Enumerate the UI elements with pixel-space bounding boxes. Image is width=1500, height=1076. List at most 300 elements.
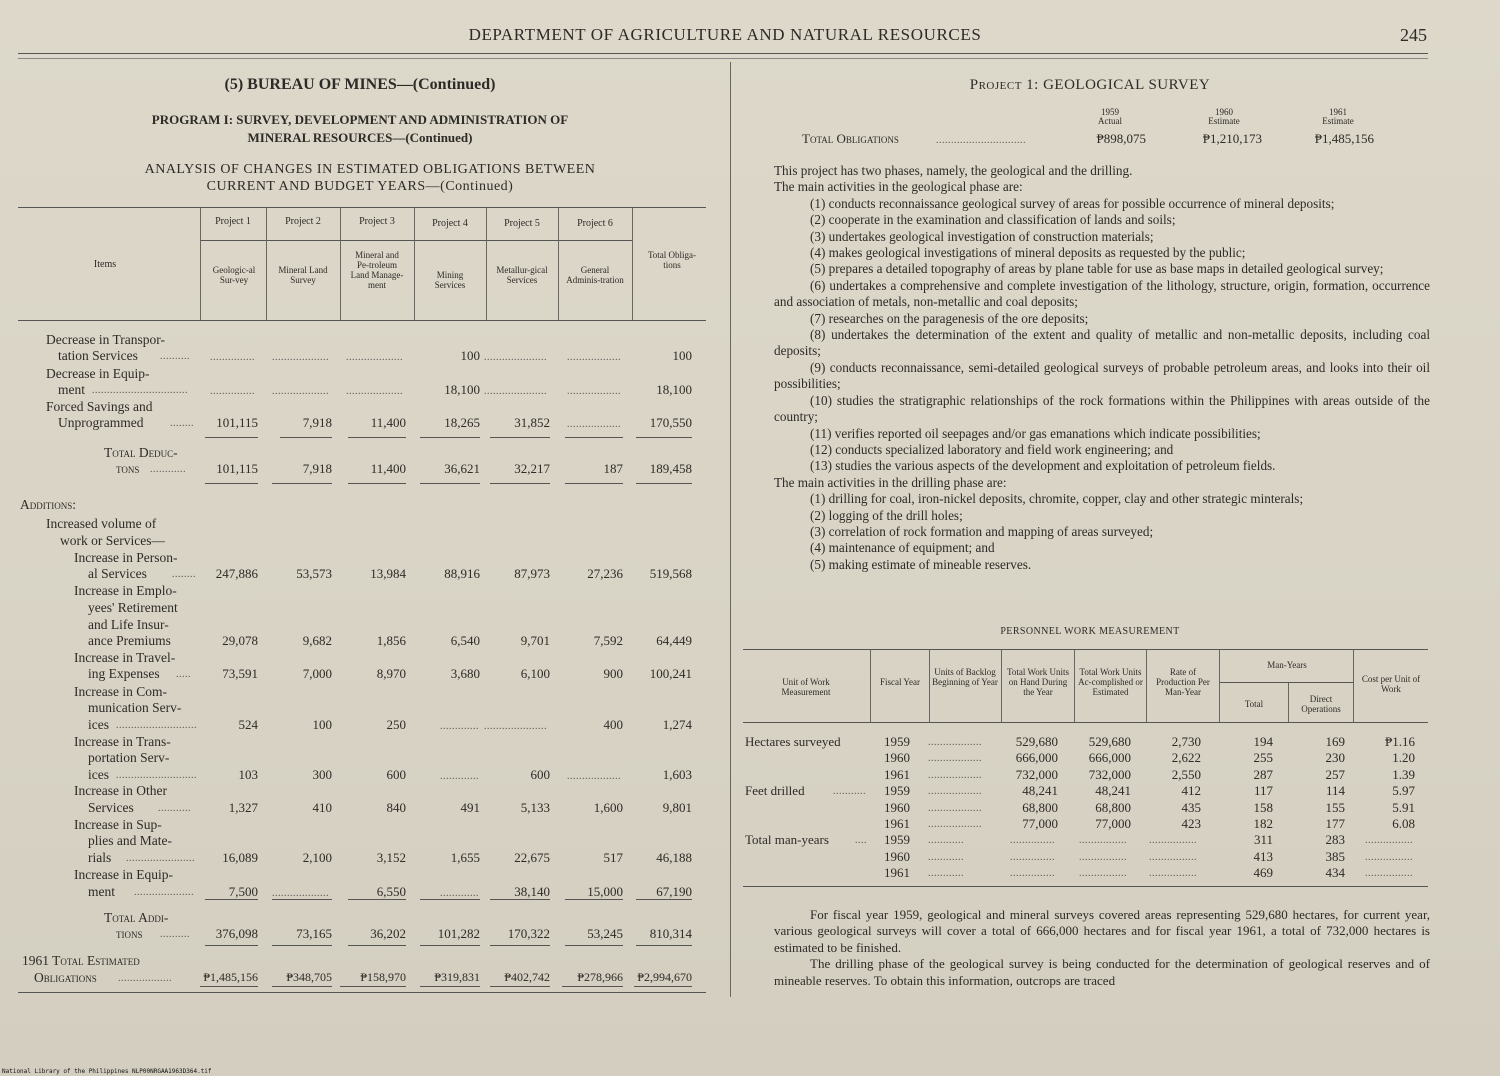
table-cell: 36,202 [370, 926, 406, 941]
subtotal-rule [490, 986, 550, 987]
pwm-empty-cell: .................. [928, 802, 982, 814]
pwm-empty-cell: ................ [1079, 835, 1127, 847]
program-title-line2: MINERAL RESOURCES—(Continued) [247, 130, 473, 145]
pwm-cell-rate: 2,550 [1171, 766, 1201, 782]
row-label: Increase in Equip- [74, 867, 173, 882]
activity-item: (6) undertakes a comprehensive and complete investigation of the lithology, structure, origin, formation, occurrence and association of metals, non-metallic and coal deposits; [774, 277, 1430, 310]
pwm-cell-acc: 48,241 [1095, 783, 1131, 799]
pwm-cell-year: 1961 [884, 766, 910, 782]
table-cell: 100 [460, 348, 480, 363]
activity-item: (12) conducts specialized laboratory and field work engineering; and [810, 441, 1174, 457]
activity-item: (3) correlation of rock formation and mapping of areas surveyed; [810, 523, 1154, 539]
pwm-cell-acc: 529,680 [1088, 734, 1131, 749]
table-cell: 1,274 [662, 717, 692, 732]
table-cell: 101,282 [437, 926, 480, 941]
pwm-cell-direct: 434 [1325, 865, 1345, 881]
pwm-total-work-header: Total Work Units on Hand During the Year [1007, 667, 1069, 697]
row-label: ing Expenses [88, 666, 160, 681]
table-cell: ............... [210, 386, 255, 397]
table-cell: 29,078 [222, 633, 258, 648]
table-cell: 189,458 [649, 461, 692, 476]
pwm-cell-direct: 230 [1325, 750, 1345, 766]
subtotal-rule [636, 899, 692, 900]
project-1-name: Geologic-al Sur-vey [212, 265, 256, 285]
table-cell: 11,400 [370, 415, 406, 430]
subtotal-rule [272, 945, 332, 946]
table-cell: ............. [440, 888, 479, 899]
table-cell: 73,591 [222, 666, 258, 681]
table-cell: ..................... [484, 721, 547, 732]
pwm-cell-onhand: 666,000 [1015, 750, 1058, 766]
pwm-empty-cell: ................ [1079, 851, 1127, 863]
pwm-fiscal-header: Fiscal Year [880, 677, 920, 687]
table-cell: 300 [312, 767, 332, 782]
subtotal-rule [565, 899, 623, 900]
table-cell: 524 [238, 717, 258, 732]
year-1961: 1961 [1329, 107, 1347, 117]
closing-paragraph-2: The drilling phase of the geological survey is being conducted for the determination of geological reserves and of mineable reserves. To obtain this information, outcrops are traced [774, 956, 1430, 988]
pwm-cell-cost: 5.97 [1392, 783, 1415, 799]
table-cell: .................. [567, 352, 621, 363]
subtotal-rule [348, 945, 406, 946]
activity-item: (4) makes geological investigations of mineral deposits as requested by the public; [810, 245, 1246, 261]
table-cell: 400 [603, 717, 623, 732]
kind-estimate: Estimate [1322, 116, 1354, 126]
table-cell: ₱319,831 [434, 970, 480, 984]
table-cell: 18,100 [656, 382, 692, 397]
row-label: Decrease in Transpor- [46, 332, 165, 347]
activity-item: (2) logging of the drill holes; [810, 507, 963, 523]
pwm-cell-direct: 385 [1325, 848, 1345, 864]
table-cell: 7,000 [302, 666, 332, 681]
pwm-empty-cell: .................. [928, 769, 982, 781]
project-3-header: Project 3 [359, 216, 395, 227]
row-label: rials [88, 850, 112, 865]
row-label: Forced Savings and [46, 399, 153, 414]
activity-item: (10) studies the stratigraphic relationships of the rock formations within the Philippines with areas outside of the country; [774, 392, 1430, 425]
table-cell: 1,327 [228, 800, 258, 815]
additions-label: Additions: [20, 497, 76, 512]
row-label: ices [88, 717, 109, 732]
table-cell: ............... [210, 352, 255, 363]
row-label: Services [88, 800, 134, 815]
table-cell: 247,886 [215, 566, 258, 581]
subtotal-rule [205, 945, 258, 946]
pwm-cell-year: 1961 [884, 865, 910, 881]
table-cell: 187 [603, 461, 623, 476]
row-label: ices [88, 767, 109, 782]
table-cell: 31,852 [514, 415, 550, 430]
pwm-empty-cell: ................ [1079, 868, 1127, 880]
subtotal-rule [490, 899, 550, 900]
subtotal-rule [562, 986, 623, 987]
table-cell: 103 [238, 767, 258, 782]
pwm-empty-cell: .................. [928, 753, 982, 765]
closing-text [774, 907, 1430, 989]
project-4-name: Mining Services [434, 270, 466, 290]
pwm-unit-header: Unit of Work Measurement [781, 677, 831, 697]
table-cell: ............. [440, 721, 479, 732]
project-title: Project 1: GEOLOGICAL SURVEY [969, 77, 1211, 93]
subtotal-rule [636, 483, 692, 484]
pwm-cell-acc: 77,000 [1095, 816, 1131, 831]
table-cell: .................. [567, 771, 621, 782]
activity-item: (3) undertakes geological investigation of construction materials; [810, 228, 1154, 244]
table-cell: 22,675 [514, 850, 550, 865]
table-cell: ................... [272, 888, 329, 899]
table-cell: 15,000 [587, 884, 623, 899]
table-cell: 101,115 [216, 461, 258, 476]
analysis-title-line1: ANALYSIS OF CHANGES IN ESTIMATED OBLIGATIONS BETWEEN [144, 162, 596, 177]
pwm-cell-year: 1960 [884, 750, 910, 766]
table-cell: 9,682 [302, 633, 332, 648]
pwm-cell-total: 469 [1253, 865, 1273, 881]
subtotal-rule [272, 986, 332, 987]
table-cell: 7,918 [302, 415, 332, 430]
header-rule-2 [18, 58, 1428, 59]
obligation-1960: ₱1,210,173 [1202, 131, 1262, 146]
table-cell: 7,592 [593, 633, 623, 648]
analysis-title-line2: CURRENT AND BUDGET YEARS—(Continued) [206, 179, 514, 194]
pwm-cell-cost: ₱1.16 [1385, 734, 1415, 749]
activity-item: (11) verifies reported oil seepages and/or gas emanations which indicate possibilities; [810, 425, 1261, 441]
pwm-cell-onhand: 529,680 [1015, 734, 1058, 749]
table-cell: 9,801 [662, 800, 692, 815]
table-cell: 6,100 [520, 666, 550, 681]
project-5-name: Metallur-gical Services [496, 265, 548, 285]
activity-item: (1) conducts reconnaissance geological survey of areas for possible occurrence of mineral deposits; [810, 195, 1335, 211]
table-cell: 8,970 [376, 666, 406, 681]
table-cell: 900 [603, 666, 623, 681]
project-2-name: Mineral Land Survey [278, 265, 328, 285]
project-6-name: General Adminis-tration [566, 265, 624, 285]
activities-text [774, 163, 1430, 573]
activity-item: The main activities in the geological phase are: [774, 179, 1023, 195]
items-header: Items [93, 259, 117, 270]
activity-item: (5) making estimate of mineable reserves. [810, 556, 1032, 572]
table-cell: .................. [567, 419, 621, 430]
pwm-cell-year: 1959 [884, 734, 910, 749]
pwm-empty-cell: ............... [1010, 835, 1055, 847]
table-cell: 88,916 [444, 566, 480, 581]
activity-item: This project has two phases, namely, the geological and the drilling. [774, 163, 1133, 178]
subtotal-rule [420, 945, 480, 946]
subtotal-rule [205, 899, 258, 900]
project-1-header: Project 1 [215, 216, 251, 227]
activity-item: (8) undertakes the determination of the extent and quality of metallic and non-metallic deposits, including coal deposits; [774, 327, 1430, 359]
table-cell: ................... [272, 386, 329, 397]
table-cell: ₱158,970 [360, 970, 406, 984]
pwm-cell-cost: 1.20 [1392, 750, 1415, 766]
table-cell: 27,236 [587, 566, 623, 581]
pwm-empty-cell: ................ [1365, 851, 1413, 863]
pwm-cell-direct: 155 [1325, 799, 1345, 815]
table-cell: 2,100 [302, 850, 332, 865]
activity-item: (1) drilling for coal, iron-nickel deposits, chromite, copper, clay and other strategic minterals; [810, 491, 1304, 507]
table-cell: 491 [460, 800, 480, 815]
table-cell: 7,918 [302, 461, 332, 476]
pwm-accomplished-header: Total Work Units Ac-complished or Estimated [1078, 667, 1143, 697]
table-cell: 73,165 [296, 926, 332, 941]
pwm-cell-acc: 732,000 [1088, 766, 1131, 782]
subtotal-rule [565, 437, 623, 438]
table-cell: 46,188 [656, 850, 692, 865]
pwm-title: PERSONNEL WORK MEASUREMENT [1000, 626, 1180, 637]
pwm-cell-rate: 435 [1181, 799, 1201, 815]
pwm-cell-direct: 169 [1325, 734, 1345, 749]
pwm-empty-cell: ............... [1010, 868, 1055, 880]
pwm-direct-header: Direct Operations [1301, 694, 1341, 714]
table-cell: ₱278,966 [577, 970, 623, 984]
pwm-cell-year: 1959 [884, 832, 910, 848]
row-label: portation Serv- [88, 750, 170, 765]
table-cell: 6,540 [450, 633, 480, 648]
table-cell: 250 [386, 717, 406, 732]
subtotal-rule [636, 945, 692, 946]
table-cell: 18,100 [444, 382, 480, 397]
row-label: Increased volume of [46, 516, 157, 531]
table-cell: 1,600 [593, 800, 623, 815]
table-cell: 100 [672, 348, 692, 363]
total-obligations-label: Total Obligations [802, 131, 899, 146]
table-cell: 1,655 [450, 850, 480, 865]
subtotal-rule [280, 437, 332, 438]
pwm-cell-acc: 666,000 [1088, 750, 1131, 766]
table-cell: 3,680 [450, 666, 480, 681]
subtotal-rule [490, 437, 550, 438]
pwm-cell-total: 255 [1253, 750, 1273, 766]
table-cell: 64,449 [656, 633, 692, 648]
pwm-total-header: Total [1244, 699, 1264, 709]
table-cell: 517 [603, 850, 623, 865]
pwm-cell-total: 194 [1253, 734, 1273, 749]
pwm-cell-total: 413 [1253, 848, 1273, 864]
table-cell: 1,603 [662, 767, 692, 782]
table-cell: 100,241 [649, 666, 692, 681]
table-cell: 32,217 [514, 461, 550, 476]
subtotal-rule [200, 986, 258, 987]
table-cell: 7,500 [228, 884, 258, 899]
table-cell: ₱348,705 [286, 970, 332, 984]
subtotal-rule [272, 483, 332, 484]
row-label: Increase in Emplo- [74, 583, 177, 598]
pwm-empty-cell: .................. [928, 786, 982, 798]
subtotal-rule [420, 899, 480, 900]
table-cell: ................... [346, 386, 403, 397]
project-3-name: Mineral and Pe-troleum Land Manage-ment [350, 250, 404, 290]
subtotal-rule [340, 986, 406, 987]
row-label: Increase in Trans- [74, 734, 171, 749]
bureau-title: (5) BUREAU OF MINES—(Continued) [224, 76, 496, 93]
row-label: Unprogrammed [58, 415, 144, 430]
row-label: ment [58, 382, 85, 397]
pwm-empty-cell: ................ [1365, 868, 1413, 880]
activity-item: (13) studies the various aspects of the development and exploitation of petroleum fields. [810, 458, 1276, 474]
row-label: and Life Insur- [88, 617, 169, 632]
row-label: yees' Retirement [88, 600, 178, 615]
total-obligations-header: Total Obliga-tions [647, 250, 697, 270]
subtotal-rule [634, 986, 692, 987]
table-cell: 100 [312, 717, 332, 732]
subtotal-rule [420, 483, 480, 484]
subtotal-rule [420, 437, 480, 438]
project-2-header: Project 2 [285, 216, 321, 227]
table-cell: 13,984 [370, 566, 406, 581]
table-cell: 6,550 [376, 884, 406, 899]
pwm-cell-total: 117 [1253, 783, 1273, 799]
subtotal-rule [565, 945, 623, 946]
pwm-cell-total: 311 [1253, 832, 1273, 848]
table-cell: 410 [312, 800, 332, 815]
pwm-empty-cell: ................ [1149, 835, 1197, 847]
table-cell: 67,190 [656, 884, 692, 899]
table-cell: 840 [386, 800, 406, 815]
row-label: Decrease in Equip- [46, 366, 150, 381]
subtotal-rule [490, 945, 550, 946]
table-cell: ................... [346, 352, 403, 363]
pwm-cell-year: 1960 [884, 799, 910, 815]
activity-item: The main activities in the drilling phase are: [774, 474, 1007, 490]
pwm-cell-year: 1961 [884, 816, 910, 831]
closing-paragraph-1: For fiscal year 1959, geological and mineral surveys covered areas representing 529,680 hectares, for current year, various geological surveys will cover a total of 666,000 hectares and for fiscal year 1961, a total of 732,000 hectares is estimated to be finished. [774, 907, 1430, 955]
table-cell: 9,701 [520, 633, 550, 648]
pwm-group-label: Hectares surveyed [745, 734, 841, 749]
pwm-cell-year: 1959 [884, 783, 910, 799]
project-6-header: Project 6 [577, 218, 613, 229]
header-rule [18, 53, 1428, 54]
subtotal-rule [420, 986, 480, 987]
pwm-cell-total: 158 [1253, 799, 1273, 815]
pwm-empty-cell: .................. [928, 737, 982, 748]
row-label: tons [116, 461, 140, 476]
row-label: Increase in Sup- [74, 817, 162, 832]
pwm-cell-cost: 6.08 [1392, 816, 1415, 831]
table-cell: ................... [272, 352, 329, 363]
table-cell: 1,856 [376, 633, 406, 648]
pwm-group-label: Feet drilled [745, 783, 805, 799]
table-cell: 170,322 [507, 926, 550, 941]
document-page: DEPARTMENT OF AGRICULTURE AND NATURAL RESOURCES 245 (5) BUREAU OF MINES—(Continued) PROGRAM I: SURVEY, DEVELOPMENT AND ADMINISTRATION OF MINERAL RESOURCES—(Continued) ANALYSIS OF CHANGES IN ESTIMATED OBLIGATIONS BETWEEN CURRENT AND BUDGET YEARS—(Continued) Items Project 1 Project 2 Project 3 Project 4 Project 5 Project 6 Geologic-al Sur-vey Mineral Land Survey Mineral and Pe-troleum Land Manage-ment Mining Services Metallur-gical Services General Adminis-tration Total Obliga-tions Decrease in Transpor- tation Services .......... Decrease in Equip- ment ................................ Forced Savings and Unprogrammed ........ Total Deduc- tons ............ Additions: Increased volume of work or Services— Increase in Person- al Services ........ Increase in Emplo- yees' Retirement and Life Insur- ance Premiums Increase in Travel- ing Expenses ..... Increase in Com- munication Serv- ices ........................... Increase in Trans- portation Serv- ices ........................... Increase in Other Services ........... Increase in Sup- plies and Mate- rials ....................... Increase in Equip- ment .................... Total Addi- tions .......... 1961 Total Estimated Obligations .................. ............... ................... ................... 100 ..................... .................. 100 ............... ................... ................... 18,100 ..................... .................. 18,100 101,115 7,918 11,400 18,265 31,852 .................. 170,550 101,115 7,918 11,400 36,621 32,217 187 189,458 247,886 53,573 13,984 88,916 87,973 27,236 519,568 29,078 9,682 1,856 6,540 9,701 7,592 64,449 73,591 7,000 8,970 3,680 6,100 900 100,241 524 100 250 ............. ..................... 400 1,274 103 300 600 ............. 600 .................. 1,603 1,327 410 840 491 5,133 1,600 9,801 16,089 2,100 3,152 1,655 22,675 517 46,188 7,500 ................... 6,550 ............. 38,140 15,000 67,190 376,098 73,165 36,202 101,282 170,322 53,245 810,314 ₱1,485,156 ₱348,705 ₱158,970 ₱319,831 ₱402,742 ₱278,966 ₱2,994,670 Project 1: GEOLOGICAL SURVEY 1959 Actual 1960 Estimate 1961 Estimate Total Obligations .............................. ₱898,075 ₱1,210,173 ₱1,485,156 This project has two phases, namely, the geological and the drilling. The main activities in the geological phase are: (1) conducts reconnaissance geological survey of areas for possible occurrence of mineral deposits; (2) cooperate in the examination and classification of lands and soils; (3) undertakes geological investigation of construction materials; (4) makes geological investigations of mineral deposits as requested by the public; (5) prepares a detailed topography of areas by plane table for use as base maps in detailed geological survey; (6) undertakes a comprehensive and complete investigation of the lithology, structure, origin, formation, occurrence and association of metals, non-metallic and coal deposits; (7) researches on the paragenesis of the ore deposits; (8) undertakes the determination of the extent and quality of metallic and non-metallic deposits, including coal deposits; (9) conducts reconnaissance, semi-detailed geological surveys of probable petroleum areas, and looks into their oil possibilities; (10) studies the stratigraphic relationships of the rock formations within the Philippines with areas outside of the country; (11) verifies reported oil seepages and/or gas emanations which indicate possibilities; (12) conducts specialized laboratory and field work engineering; and (13) studies the various aspects of the development and exploitation of petroleum fields. The main activities in the drilling phase are: (1) drilling for coal, iron-nickel deposits, chromite, copper, clay and other strategic minterals; (2) logging of the drill holes; (3) correlation of rock formation and mapping of areas surveyed; (4) maintenance of equipment; and (5) making estimate of mineable reserves. PERSONNEL WORK MEASUREMENT Unit of Work Measurement Fiscal Year Units of Backlog Beginning of Year Total Work Units on Hand During the Year Total Work Units Ac-complished or Estimated Rate of Production Per Man-Year Man-Years Total Direct Operations Cost per Unit of Work Hectares surveyed 1959 529,680 529,680 2,730 194 169 ₱1.16 .................. 1960 666,000 666,000 2,622 255 230 1.20 .................. 1961 732,000 732,000 2,550 287 257 1.39 .................. Feet drilled ........... 1959 48,241 48,241 412 117 114 5.97 .................. 1960 68,800 68,800 435 158 155 5.91 .................. 1961 77,000 77,000 423 182 177 6.08 .................. Total man-years .... 1959 ............... ................ ................ 311 283 ................ ............ 1960 ............... ................ ................ 413 385 ................ ............ 1961 ............... ................ ................ 469 434 ................ ............ For fiscal year 1959, geological and mineral surveys covered areas representing 529,680 hectares, for current year, various geological surveys will cover a total of 666,000 hectares and for fiscal year 1961, a total of 732,000 hectares is estimated to be finished. The drilling phase of the geological survey is being conducted for the determination of geological reserves and of mineable reserves. To obtain this information, outcrops are traced National Library of the Philippines NLP00NRGAA1963D364.tif [0, 0, 1500, 1076]
pwm-empty-cell: ............ [928, 851, 964, 863]
project-5-header: Project 5 [504, 218, 540, 229]
row-label: ment [88, 884, 115, 899]
table-cell: 16,089 [222, 850, 258, 865]
pwm-empty-cell: ................ [1365, 835, 1413, 847]
activity-item: (5) prepares a detailed topography of areas by plane table for use as base maps in detailed geological survey; [810, 261, 1384, 277]
page-number: 245 [1400, 25, 1427, 45]
row-label: work or Services— [60, 533, 165, 548]
pwm-cell-onhand: 732,000 [1015, 766, 1058, 782]
table-cell: ₱1,485,156 [203, 970, 258, 984]
table-cell: 519,568 [649, 566, 692, 581]
row-label: munication Serv- [88, 700, 182, 715]
kind-estimate: Estimate [1208, 116, 1240, 126]
row-label: Increase in Person- [74, 550, 178, 565]
pwm-man-years-header: Man-Years [1267, 660, 1307, 670]
table-cell: ............. [440, 771, 479, 782]
pwm-cell-cost: 5.91 [1392, 799, 1415, 815]
table-cell: ..................... [484, 352, 547, 363]
table-cell: ₱402,742 [504, 970, 550, 984]
pwm-cell-direct: 177 [1325, 816, 1345, 831]
table-cell: 53,573 [296, 566, 332, 581]
row-label: Total Deduc- [104, 445, 178, 460]
pwm-cost-header: Cost per Unit of Work [1361, 674, 1421, 694]
project-4-header: Project 4 [432, 218, 468, 229]
running-header: DEPARTMENT OF AGRICULTURE AND NATURAL RESOURCES [468, 25, 982, 44]
pwm-rate-header: Rate of Production Per Man-Year [1156, 667, 1210, 697]
table-cell: 87,973 [514, 566, 550, 581]
row-label: ance Premiums [88, 633, 171, 648]
subtotal-rule [348, 483, 406, 484]
pwm-cell-direct: 114 [1325, 783, 1345, 799]
activity-item: (4) maintenance of equipment; and [810, 540, 995, 556]
pwm-cell-rate: 2,622 [1171, 750, 1201, 766]
row-label: plies and Mate- [88, 833, 172, 848]
pwm-cell-cost: 1.39 [1392, 766, 1415, 782]
subtotal-rule [636, 437, 692, 438]
table-cell: .................. [567, 386, 621, 397]
subtotal-rule [565, 483, 623, 484]
obligation-1961: ₱1,485,156 [1314, 131, 1374, 146]
pwm-cell-onhand: 77,000 [1022, 816, 1058, 831]
table-cell: 5,133 [520, 800, 550, 815]
activity-item: (2) cooperate in the examination and classification of lands and soils; [810, 212, 1176, 228]
row-label: Obligations [34, 970, 97, 985]
obligation-1959: ₱898,075 [1096, 131, 1146, 146]
table-cell: 38,140 [514, 884, 550, 899]
table-cell: 170,550 [649, 415, 692, 430]
pwm-cell-year: 1960 [884, 848, 910, 864]
pwm-group-label: Total man-years [745, 832, 829, 848]
pwm-cell-rate: 423 [1181, 816, 1201, 831]
row-label: Increase in Com- [74, 684, 167, 699]
row-label: Increase in Other [74, 783, 167, 798]
subtotal-rule [272, 899, 332, 900]
table-cell: 600 [386, 767, 406, 782]
activity-item: (7) researches on the paragenesis of the ore deposits; [810, 310, 1089, 326]
pwm-cell-direct: 283 [1325, 832, 1345, 848]
row-label: tation Services [58, 348, 138, 363]
row-label: tions [116, 926, 143, 941]
pwm-cell-rate: 412 [1181, 783, 1201, 799]
pwm-backlog-header: Units of Backlog Beginning of Year [932, 667, 998, 687]
pwm-cell-onhand: 68,800 [1022, 799, 1058, 815]
row-label: Increase in Travel- [74, 650, 176, 665]
table-cell: 101,115 [216, 415, 258, 430]
activity-item: (9) conducts reconnaissance, semi-detailed geological surveys of probable petroleum areas, and looks into their oil possibilities; [774, 359, 1430, 392]
row-label: 1961 Total Estimated [22, 953, 140, 968]
subtotal-rule [205, 483, 258, 484]
pwm-cell-acc: 68,800 [1095, 799, 1131, 815]
table-cell: ₱2,994,670 [637, 970, 692, 984]
table-cell: 600 [530, 767, 550, 782]
year-1959: 1959 [1101, 107, 1119, 117]
pwm-cell-onhand: 48,241 [1022, 783, 1058, 799]
subtotal-rule [205, 437, 258, 438]
table-cell: 3,152 [376, 850, 406, 865]
pwm-empty-cell: ................ [1149, 868, 1197, 880]
footer-identifier: National Library of the Philippines NLP00NRGAA1963D364.tif [2, 1068, 212, 1075]
subtotal-rule [490, 483, 550, 484]
table-cell: 36,621 [444, 461, 480, 476]
pwm-cell-total: 287 [1253, 766, 1273, 782]
kind-actual: Actual [1098, 116, 1122, 126]
table-cell: 18,265 [444, 415, 480, 430]
table-cell: 376,098 [215, 926, 258, 941]
table-cell: ..................... [484, 386, 547, 397]
row-label: Total Addi- [104, 910, 169, 925]
